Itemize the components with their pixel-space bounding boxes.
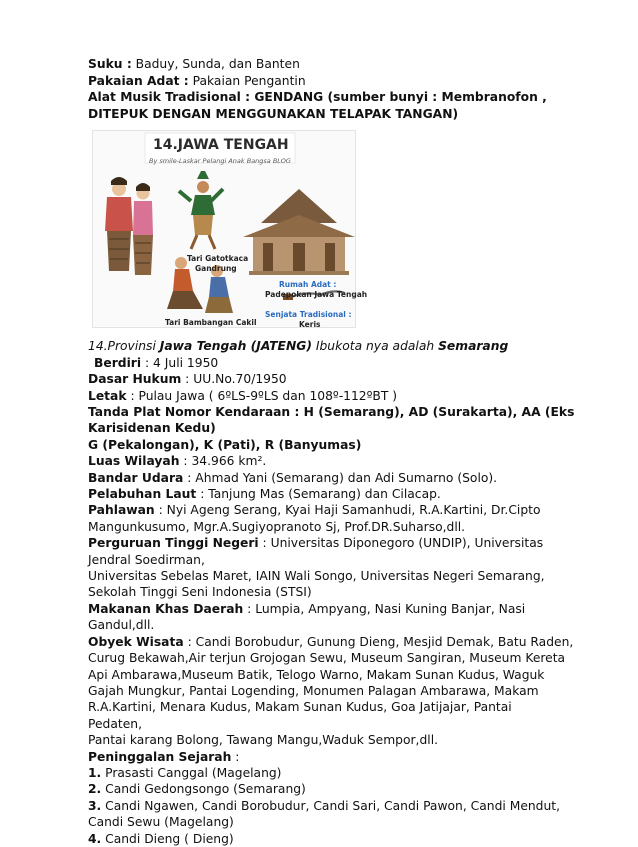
pahlawan-value: : Nyi Ageng Serang, Kyai Haji Samanhudi, R.A.Kartini, Dr.Cipto: [154, 503, 541, 518]
list-item-text: Candi Sewu (Magelang): [88, 815, 234, 830]
list-item-number: 2.: [88, 782, 102, 797]
caption-rumah-adat-value: Padepokan Jawa Tengah: [265, 290, 368, 300]
berdiri-line: [88, 355, 578, 371]
pakaian-line: [88, 73, 578, 90]
document-page: [88, 56, 578, 847]
perguruan-tinggi-line-3: Universitas Sebelas Maret, IAIN Wali Songo, Universitas Negeri Semarang,: [88, 569, 545, 584]
obyek-wisata-line-4: Gajah Mungkur, Pantai Logending, Monumen Palagan Ambarawa, Makam: [88, 683, 539, 698]
perguruan-tinggi-line-4: Sekolah Tinggi Seni Indonesia (STSI): [88, 585, 312, 600]
bandar-udara-value: : Ahmad Yani (Semarang) dan Adi Sumarno (Solo).: [183, 470, 498, 485]
suku-value: Baduy, Sunda, dan Banten: [131, 57, 300, 71]
alat-musik-line-2: DITEPUK DENGAN MENGGUNAKAN TELAPAK TANGAN): [88, 106, 459, 121]
obyek-wisata-line-2: Curug Bekawah,Air terjun Grojogan Sewu, Museum Sangiran, Museum Kereta: [88, 651, 566, 666]
obyek-wisata-line-6: Pedaten,: [88, 716, 142, 731]
perguruan-tinggi-label: Perguruan Tinggi Negeri: [88, 536, 259, 551]
pelabuhan-label: Pelabuhan Laut: [88, 487, 197, 502]
bandar-udara-label: Bandar Udara: [88, 470, 184, 485]
pahlawan-line-2: Mangunkusumo, Mgr.A.Sugiyopranoto Sj, Prof.DR.Suharso,dll.: [88, 519, 466, 534]
pahlawan-label: Pahlawan: [88, 503, 155, 518]
makanan-line-2: Gandul,dll.: [88, 618, 155, 633]
plat-nomor-value: : H (Semarang), AD (Surakarta), AA (Eks: [290, 405, 575, 419]
province-capital: Semarang: [438, 339, 509, 354]
list-item-number: 1.: [88, 765, 102, 780]
list-item: [88, 765, 578, 781]
berdiri-value: : 4 Juli 1950: [141, 355, 219, 370]
peninggalan-line: [88, 749, 578, 765]
joglo-house: [243, 189, 355, 275]
province-prefix: 14.Provinsi: [88, 339, 160, 354]
letak-value: : Pulau Jawa ( 6ºLS-9ºLS dan 108º-112ºBT ): [126, 388, 398, 403]
letak-line: [88, 388, 578, 404]
dasar-hukum-line: [88, 371, 578, 387]
intro-section: [88, 56, 578, 122]
plat-nomor-label: Tanda Plat Nomor Kendaraan: [88, 405, 291, 419]
bandar-udara-line: [88, 470, 578, 486]
pakaian-value: Pakaian Pengantin: [188, 73, 306, 88]
pelabuhan-value: : Tanjung Mas (Semarang) dan Cilacap.: [196, 487, 441, 502]
makanan-value: : Lumpia, Ampyang, Nasi Kuning Banjar, Nasi: [243, 601, 526, 616]
list-item: [88, 831, 578, 847]
perguruan-tinggi-line-2: Jendral Soedirman,: [88, 552, 205, 567]
caption-gandrung: Gandrung: [195, 264, 237, 274]
plat-nomor-line-3: G (Pekalongan), K (Pati), R (Banyumas): [88, 437, 362, 452]
list-item: [88, 814, 578, 830]
obyek-wisata-line-3: Api Ambarawa,Museum Batik, Telogo Warno, Makam Sunan Kudus, Waguk: [88, 667, 545, 682]
alat-musik-line-1: Alat Musik Tradisional : GENDANG (sumber bunyi : Membranofon ,: [88, 90, 547, 105]
list-item: [88, 781, 578, 797]
plat-nomor-line-2: Karisidenan Kedu): [88, 421, 216, 436]
luas-wilayah-value: : 34.966 km².: [179, 454, 267, 469]
berdiri-label: Berdiri: [94, 355, 142, 370]
obyek-wisata-line-1: [88, 634, 578, 650]
makanan-line-1: [88, 601, 578, 617]
list-item-text: Candi Dieng ( Dieng): [101, 831, 234, 846]
makanan-label: Makanan Khas Daerah: [88, 601, 244, 616]
obyek-wisata-value: : Candi Borobudur, Gunung Dieng, Mesjid Demak, Batu Raden,: [183, 634, 574, 649]
list-item-text: Candi Ngawen, Candi Borobudur, Candi Sari, Candi Pawon, Candi Mendut,: [101, 798, 561, 813]
dasar-hukum-value: : UU.No.70/1950: [181, 372, 287, 387]
list-item-text: Prasasti Canggal (Magelang): [101, 765, 282, 780]
list-item-text: Candi Gedongsongo (Semarang): [101, 782, 306, 797]
obyek-wisata-line-7: Pantai karang Bolong, Tawang Mangu,Waduk Sempor,dll.: [88, 733, 439, 748]
dasar-hukum-label: Dasar Hukum: [88, 372, 182, 387]
gatotkaca-dancer: [179, 171, 223, 249]
illustration-title: 14.JAWA TENGAH: [153, 137, 289, 154]
couple-figure: [105, 177, 153, 275]
caption-senjata-label: Senjata Tradisional :: [265, 310, 352, 320]
obyek-wisata-line-5: R.A.Kartini, Menara Kudus, Makam Sunan Kudus, Goa Jatijajar, Pantai: [88, 700, 512, 715]
plat-nomor-line-1: [88, 404, 578, 420]
obyek-wisata-label: Obyek Wisata: [88, 634, 184, 649]
caption-rumah-adat-label: Rumah Adat :: [279, 280, 337, 290]
luas-wilayah-line: [88, 453, 578, 469]
luas-wilayah-label: Luas Wilayah: [88, 454, 180, 469]
list-item-number: 3.: [88, 798, 102, 813]
province-name: Jawa Tengah (JATENG): [159, 339, 312, 354]
list-item-number: 4.: [88, 831, 102, 846]
illustration-subtitle: By smile-Laskar Pelangi Anak Bangsa BLOG: [149, 157, 291, 166]
province-mid: Ibukota nya adalah: [311, 339, 439, 354]
jawa-tengah-illustration: [92, 130, 368, 330]
list-item: [88, 798, 578, 814]
suku-line: [88, 56, 578, 73]
peninggalan-label: Peninggalan Sejarah: [88, 749, 232, 764]
caption-tari-gatotkaca: Tari Gatotkaca: [187, 254, 249, 264]
suku-label: Suku :: [88, 57, 132, 71]
perguruan-tinggi-line-1: [88, 535, 578, 551]
letak-label: Letak: [88, 388, 127, 403]
caption-tari-bambangan-cakil: Tari Bambangan Cakil: [165, 318, 257, 328]
pelabuhan-line: [88, 486, 578, 502]
province-heading: [88, 338, 578, 354]
province-section: [88, 338, 578, 847]
pakaian-label: Pakaian Adat :: [88, 73, 189, 88]
caption-senjata-value: Keris: [299, 320, 321, 330]
peninggalan-colon: :: [231, 749, 240, 764]
pahlawan-line-1: [88, 502, 578, 518]
perguruan-tinggi-value: : Universitas Diponegoro (UNDIP), Universitas: [258, 536, 544, 551]
